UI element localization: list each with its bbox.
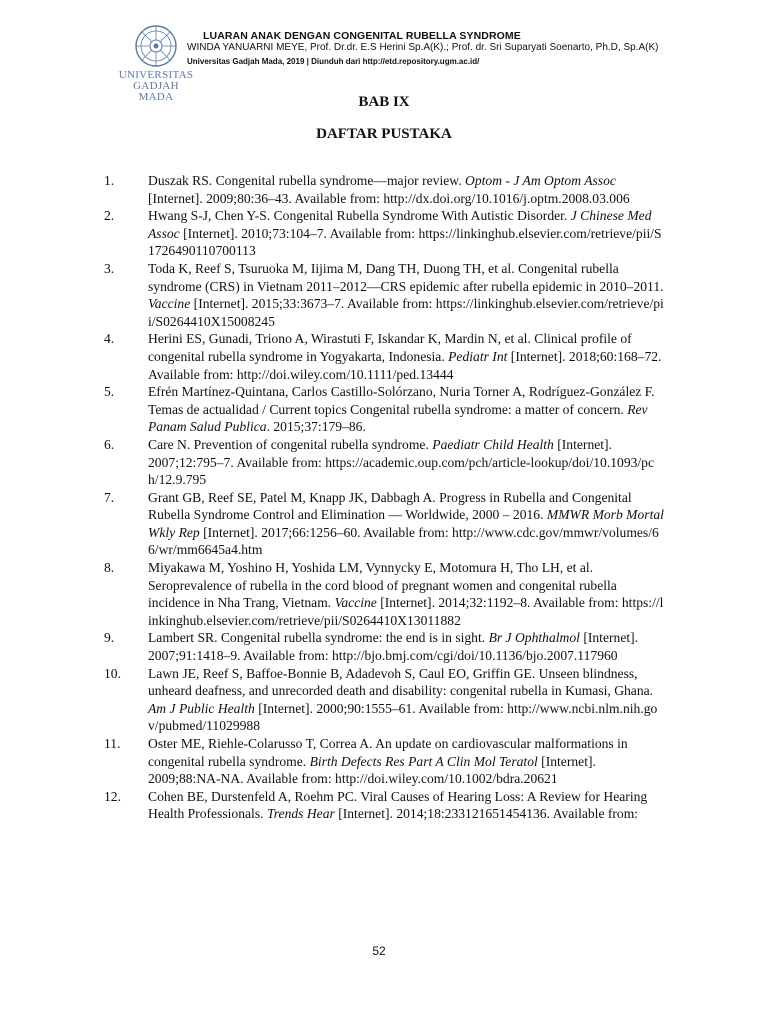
page-number: 52	[372, 944, 386, 958]
reference-link[interactable]: https://linkinghub.elsevier.com/retrieve/pii/S1726490110700113	[148, 225, 662, 259]
reference-journal: Trends Hear	[266, 806, 335, 822]
reference-text: Oster ME, Riehle-Colarusso T, Correa A. An update on cardiovascular malformations in congenital rubella syndrome.	[148, 736, 628, 769]
reference-text: Efrén Martínez-Quintana, Carlos Castillo-Solórzano, Nuria Torner A, Rodríguez-González F. Temas de actualidad / Current topics Congenital rubella syndrome: a matter of concern.	[148, 384, 655, 417]
reference-journal: Br J Ophthalmol	[488, 630, 580, 646]
reference-details: [Internet]. 2009;88:NA-NA. Available from:	[148, 753, 596, 787]
reference-item	[104, 559, 664, 629]
reference-link[interactable]: http://www.cdc.gov/mmwr/volumes/66/wr/mm6645a4.htm	[148, 524, 659, 558]
reference-item	[104, 207, 664, 260]
reference-number: 12.	[104, 788, 121, 804]
reference-number: 9.	[104, 630, 115, 646]
reference-journal: Vaccine	[334, 595, 377, 611]
reference-link[interactable]: https://linkinghub.elsevier.com/retrieve/pii/S0264410X13011882	[148, 595, 664, 628]
reference-link[interactable]: http://doi.wiley.com/10.1111/ped.13444	[236, 366, 454, 382]
reference-number: 3.	[104, 260, 115, 276]
reference-text: Care N. Prevention of congenital rubella syndrome.	[148, 436, 433, 452]
reference-journal: Paediatr Child Health	[432, 436, 554, 452]
reference-number: 2.	[104, 208, 115, 224]
reference-journal: Pediatr Int	[448, 348, 508, 364]
reference-details: [Internet]. 2007;91:1418–9. Available from:	[148, 630, 639, 664]
reference-journal: J Chinese Med Assoc	[148, 208, 652, 241]
reference-text: Grant GB, Reef SE, Patel M, Knapp JK, Dabbagh A. Progress in Rubella and Congenital Rubella Syndrome Control and Elimination — Worldwide, 2000 – 2016.	[148, 489, 632, 523]
reference-link[interactable]: https://academic.oup.com/pch/article-lookup/doi/10.1093/pch/12.9.795	[148, 454, 655, 488]
reference-details: [Internet]. 2014;32:1192–8. Available from:	[376, 595, 622, 611]
chapter-heading: BAB IX	[358, 94, 410, 110]
header-authors: WINDA YANUARNI MEYE, Prof. Dr.dr. E.S Herini Sp.A(K).; Prof. dr. Sri Suparyati Soenarto, Ph.D, Sp.A(K)	[187, 42, 659, 53]
reference-item	[104, 260, 664, 330]
reference-text: Duszak RS. Congenital rubella syndrome—major review.	[148, 173, 465, 188]
reference-details: . 2015;37:179–86.	[266, 419, 366, 435]
reference-number: 7.	[104, 489, 115, 505]
reference-details: [Internet]. 2009;80:36–43. Available from:	[148, 190, 384, 206]
reference-item	[104, 330, 664, 383]
reference-link[interactable]: http://bjo.bmj.com/cgi/doi/10.1136/bjo.2007.117960	[332, 648, 618, 664]
reference-item	[104, 629, 664, 664]
reference-details: [Internet]. 2018;60:168–72. Available from:	[148, 348, 662, 382]
reference-journal: MMWR Morb Mortal Wkly Rep	[148, 507, 664, 540]
reference-number: 10.	[104, 665, 121, 681]
header-source: Universitas Gadjah Mada, 2019 | Diunduh dari http://etd.repository.ugm.ac.id/	[187, 57, 480, 66]
reference-text: Miyakawa M, Yoshino H, Yoshida LM, Vynnycky E, Motomura H, Tho LH, et al. Seroprevalence of rubella in the cord blood of pregnant women and congenital rubella incidence in Nha Trang, Vietnam.	[148, 560, 617, 611]
reference-journal: Vaccine	[148, 296, 191, 312]
reference-text: Toda K, Reef S, Tsuruoka M, Iijima M, Dang TH, Duong TH, et al. Congenital rubella syndrome (CRS) in Vietnam 2011–2012—CRS epidemic after rubella epidemic in 2010–2011.	[148, 260, 664, 294]
reference-journal: Rev Panam Salud Publica	[148, 401, 648, 435]
reference-number: 1.	[104, 173, 115, 188]
reference-details: [Internet]. 2017;66:1256–60. Available from:	[199, 524, 453, 540]
reference-details: [Internet]. 2015;33:3673–7. Available from:	[190, 296, 436, 312]
reference-details: [Internet]. 2010;73:104–7. Available from:	[179, 225, 419, 241]
reference-text: Lawn JE, Reef S, Baffoe-Bonnie B, Adadevoh S, Caul EO, Griffin GE. Unseen blindness, unheard deafness, and unrecorded death and disability: congenital rubella in Kumasi, Ghana.	[148, 665, 654, 699]
reference-item	[104, 172, 664, 207]
university-logo	[116, 24, 196, 103]
reference-item	[104, 735, 664, 788]
reference-link[interactable]: http://doi.wiley.com/10.1002/bdra.20621	[335, 771, 558, 787]
university-name: UNIVERSITAS GADJAH MADA	[118, 69, 194, 103]
reference-number: 11.	[104, 736, 121, 751]
reference-number: 5.	[104, 384, 115, 400]
reference-journal: Birth Defects Res Part A Clin Mol Teratol	[309, 753, 538, 769]
reference-details: [Internet]. 2014;18:233121651454136. Available from:	[334, 806, 639, 822]
reference-text: Hwang S-J, Chen Y-S. Congenital Rubella Syndrome With Autistic Disorder.	[148, 208, 571, 224]
reference-link[interactable]: http://dx.doi.org/10.1016/j.optm.2008.03.006	[383, 190, 630, 206]
reference-item	[104, 788, 664, 823]
reference-number: 8.	[104, 560, 115, 576]
reference-journal: Am J Public Health	[148, 700, 255, 716]
reference-details: [Internet]. 2000;90:1555–61. Available from:	[254, 700, 508, 716]
reference-item	[104, 436, 664, 489]
reference-number: 4.	[104, 331, 115, 347]
reference-link[interactable]: https://linkinghub.elsevier.com/retrieve/pii/S0264410X15008245	[148, 296, 664, 329]
reference-text: Cohen BE, Durstenfeld A, Roehm PC. Viral Causes of Hearing Loss: A Review for Hearing Health Professionals.	[148, 788, 648, 822]
university-seal-icon	[126, 24, 186, 70]
reference-text: Herini ES, Gunadi, Triono A, Wirastuti F, Iskandar K, Mardin N, et al. Clinical profile of congenital rubella syndrome in Yogyakarta, Indonesia.	[148, 331, 632, 364]
header-title: LUARAN ANAK DENGAN CONGENITAL RUBELLA SYNDROME	[203, 30, 521, 42]
section-heading: DAFTAR PUSTAKA	[316, 126, 452, 142]
reference-link[interactable]: http://www.ncbi.nlm.nih.gov/pubmed/11029988	[148, 700, 658, 734]
reference-number: 6.	[104, 436, 115, 452]
reference-list	[104, 172, 664, 823]
reference-item	[104, 665, 664, 735]
reference-details: [Internet]. 2007;12:795–7. Available from:	[148, 436, 612, 470]
reference-item	[104, 383, 664, 436]
reference-journal: Optom - J Am Optom Assoc	[465, 173, 616, 188]
reference-item	[104, 489, 664, 559]
reference-text: Lambert SR. Congenital rubella syndrome: the end is in sight.	[148, 630, 489, 646]
